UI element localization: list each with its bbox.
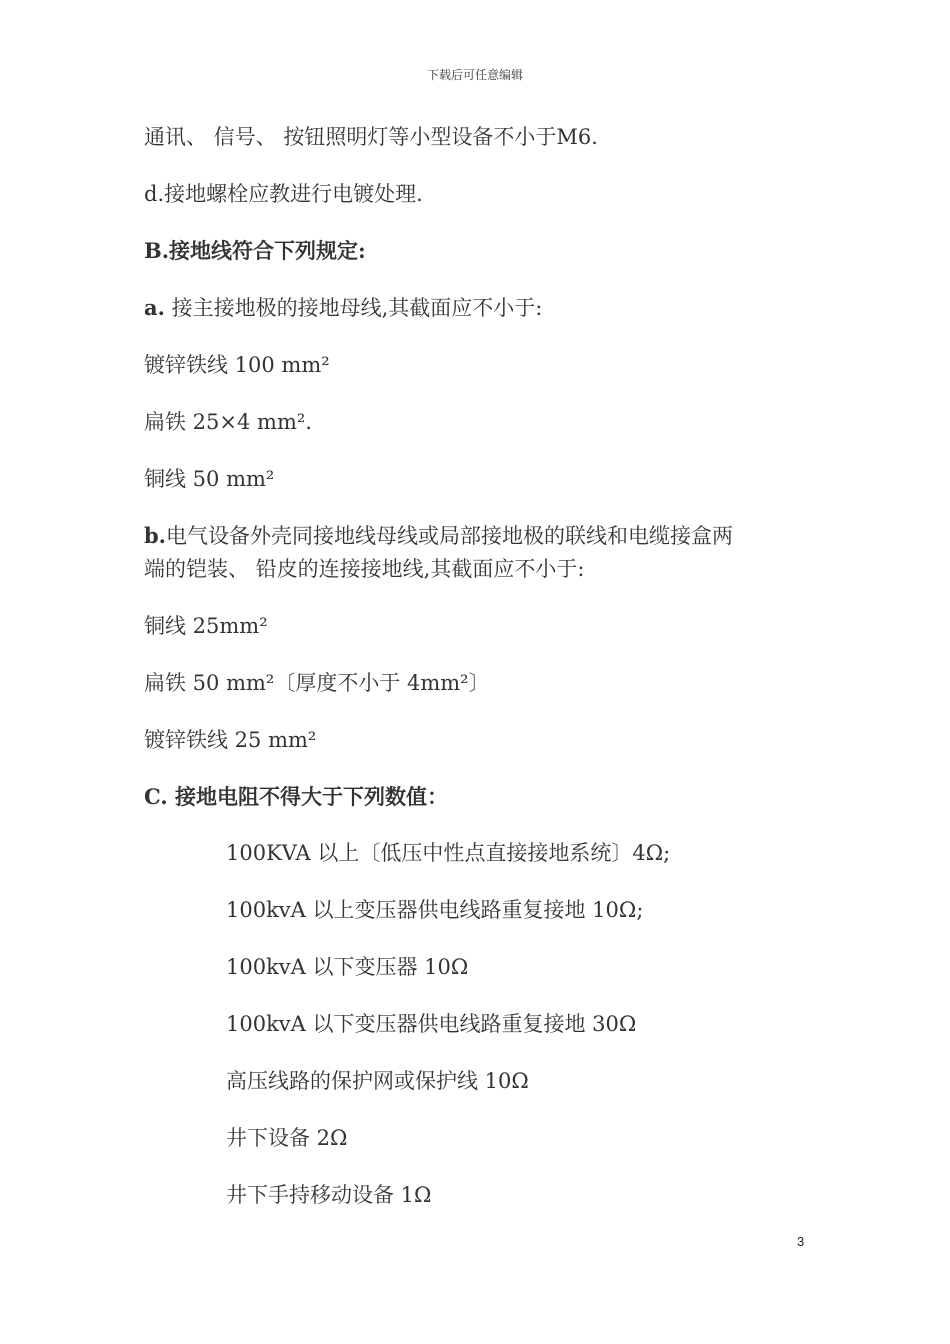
c-item-1: 100KVA 以上〔低压中性点直接接地系统〕4Ω; bbox=[226, 841, 671, 865]
c-item-4: 100kvA 以下变压器供电线路重复接地 30Ω bbox=[226, 1012, 637, 1036]
page-number: 3 bbox=[797, 1234, 805, 1249]
c-item-7: 井下手持移动设备 1Ω bbox=[226, 1183, 432, 1207]
c-item-6: 井下设备 2Ω bbox=[226, 1126, 348, 1150]
c-item-5: 高压线路的保护网或保护线 10Ω bbox=[226, 1069, 529, 1093]
c-item-3: 100kvA 以下变压器 10Ω bbox=[226, 955, 469, 979]
section-c-heading: C. 接地电阻不得大于下列数值： bbox=[144, 784, 448, 809]
item-a-label: a. bbox=[144, 295, 165, 320]
page-header: 下载后可任意编辑 bbox=[426, 68, 523, 82]
item-a-line bbox=[144, 293, 542, 323]
c-item-2: 100kvA 以上变压器供电线路重复接地 10Ω; bbox=[226, 898, 644, 922]
item-b-line-1 bbox=[144, 521, 733, 551]
item-b-label: b. bbox=[144, 523, 166, 548]
b-value-galvanized-wire: 镀锌铁线 25 mm² bbox=[144, 728, 317, 752]
a-value-galvanized-wire: 镀锌铁线 100 mm² bbox=[144, 353, 330, 377]
item-a-text: 接主接地极的接地母线,其截面应不小于: bbox=[164, 296, 543, 320]
item-b-line-2: 端的铠装、 铅皮的连接接地线,其截面应不小于: bbox=[144, 557, 585, 581]
b-value-flat-iron: 扁铁 50 mm²〔厚度不小于 4mm²〕 bbox=[144, 671, 490, 695]
a-value-flat-iron: 扁铁 25×4 mm². bbox=[144, 410, 312, 434]
a-value-copper-wire: 铜线 50 mm² bbox=[144, 467, 275, 491]
item-d-line: d.接地螺栓应教进行电镀处理. bbox=[144, 182, 423, 206]
text-line-communication: 通讯、 信号、 按钮照明灯等小型设备不小于M6. bbox=[144, 125, 598, 149]
item-b-text-1: 电气设备外壳同接地线母线或局部接地极的联线和电缆接盒两 bbox=[166, 524, 733, 548]
b-value-copper-wire: 铜线 25mm² bbox=[144, 614, 268, 638]
section-b-heading: B.接地线符合下列规定: bbox=[144, 238, 366, 263]
